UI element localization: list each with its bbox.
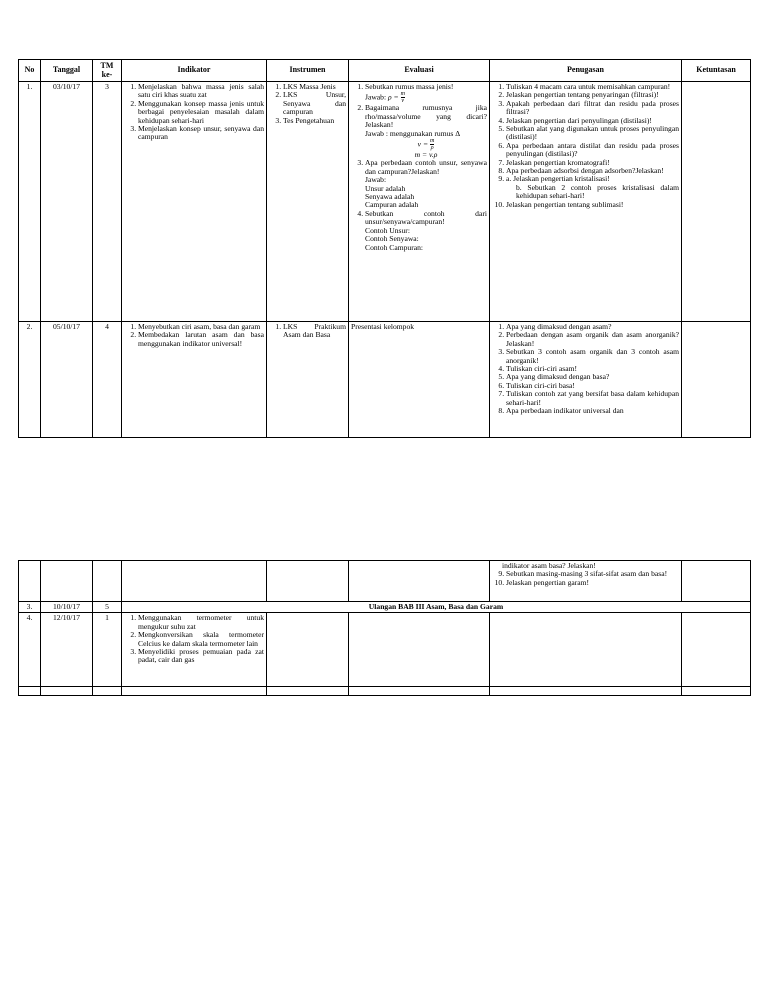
list-item: 2. Menggunakan konsep massa jenis untuk berbagai penyelesaian masalah dalam kehidupan sehari-hari (138, 100, 264, 125)
schedule-table-part-2 (18, 560, 751, 696)
list-item (365, 104, 487, 159)
penugasan-9a: a. Jelaskan pengertian kristalisasi! (506, 174, 610, 184)
eval-answer-line: Jawab: (365, 175, 387, 185)
header-ketuntasan: Ketuntasan (682, 60, 751, 82)
penugasan-continued: indikator asam basa? Jelaskan! (502, 561, 596, 570)
row1-instrumen (267, 82, 349, 322)
row4-indikator (122, 613, 267, 687)
list-item: 10. Jelaskan pengertian tentang sublimasi! (506, 201, 679, 209)
row3-tm: 5 (93, 602, 122, 613)
list-item: 1. Menyebutkan ciri asam, basa dan garam (138, 323, 264, 331)
eval-answer-line: Senyawa adalah (365, 192, 415, 202)
eval-question: Sebutkan contoh dari unsur/senyawa/campuran! (365, 208, 487, 227)
list-item: 3. Apakah perbedaan dari filtrat dan residu pada proses filtrasi? (506, 100, 679, 117)
table-row (19, 602, 751, 613)
list-item: 1. LKS Praktikum Asam dan Basa (283, 323, 346, 340)
formula-denominator: ρ (430, 145, 434, 152)
table-header-row (19, 60, 751, 82)
header-evaluasi: Evaluasi (349, 60, 490, 82)
list-item: 5. Apa yang dimaksud dengan basa? (506, 373, 679, 381)
row1-penugasan (490, 82, 682, 322)
row2-indikator (122, 322, 267, 438)
eval-question: Apa perbedaan contoh unsur, senyawa dan campuran?Jelaskan! (365, 158, 487, 176)
list-item: 6. Tuliskan ciri-ciri basa! (506, 382, 679, 390)
header-indikator: Indikator (122, 60, 267, 82)
list-item: 10. Jelaskan pengertian garam! (506, 579, 679, 587)
row2-tm: 4 (93, 322, 122, 438)
row3-merged: Ulangan BAB III Asam, Basa dan Garam (122, 602, 751, 613)
row1-tm: 3 (93, 82, 122, 322)
list-item: 9. Sebutkan masing-masing 3 sifat-sifat asam dan basa! (506, 570, 679, 578)
eval-answer-line: Unsur adalah (365, 183, 406, 193)
row4-tm: 1 (93, 613, 122, 687)
list-item: 4. Tuliskan ciri-ciri asam! (506, 365, 679, 373)
eval-answer-line: Contoh Senyawa: (365, 234, 419, 244)
row1-tanggal: 03/10/17 (41, 82, 93, 322)
table-row (19, 82, 751, 322)
row4-tanggal: 12/10/17 (41, 613, 93, 687)
list-item: 3. Menjelaskan konsep unsur, senyawa dan campuran (138, 125, 264, 142)
schedule-table-part-1 (18, 59, 751, 438)
eval-answer-line: Contoh Campuran: (365, 242, 424, 252)
cont-penugasan (490, 561, 682, 602)
list-item (365, 210, 487, 252)
header-instrumen: Instrumen (267, 60, 349, 82)
eval-answer-line: Contoh Unsur: (365, 225, 410, 235)
list-item: 2. Membedakan larutan asam dan basa menggunakan indikator universal! (138, 331, 264, 348)
list-item: 8. Apa perbedaan adsorbsi dengan adsorben?Jelaskan! (506, 167, 679, 175)
list-item: 5. Sebutkan alat yang digunakan untuk proses penyulingan (distilasi)! (506, 125, 679, 142)
list-item: 4. Jelaskan pengertian dari penyulingan (distilasi)! (506, 117, 679, 125)
list-item: 2. Perbedaan dengan asam organik dan asam anorganik?Jelaskan! (506, 331, 679, 348)
list-item: 7. Tuliskan contoh zat yang bersifat basa dalam kehidupan sehari-hari! (506, 390, 679, 407)
table-row (19, 613, 751, 687)
row1-evaluasi (349, 82, 490, 322)
list-item: 1. Menjelaskan bahwa massa jenis salah satu ciri khas suatu zat (138, 83, 264, 100)
eval-answer: Jawab : menggunakan rumus Δ (365, 128, 461, 138)
list-item: 2. LKS Unsur, Senyawa dan campuran (283, 91, 346, 116)
list-item: 2. Mengkonversikan skala termometer Celcius ke dalam skala termometer lain (138, 631, 264, 648)
row2-tanggal: 05/10/17 (41, 322, 93, 438)
formula-lhs: v = (417, 139, 429, 149)
row2-instrumen (267, 322, 349, 438)
table-row (19, 322, 751, 438)
formula: m = v.ρ (414, 150, 438, 160)
eval-answer-label: Jawab: (365, 92, 387, 102)
header-tanggal: Tanggal (41, 60, 93, 82)
list-item: 6. Apa perbedaan antara distilat dan residu pada proses penyulingan (distilasi)? (506, 142, 679, 159)
formula-denominator: v (401, 98, 405, 105)
list-item: 3. Sebutkan 3 contoh asam organik dan 3 contoh asam anorganik! (506, 348, 679, 365)
row4-no: 4. (19, 613, 41, 687)
header-penugasan: Penugasan (490, 60, 682, 82)
formula-lhs: ρ = (388, 92, 399, 102)
eval-question: Sebutkan rumus massa jenis! (365, 82, 454, 91)
list-item (365, 83, 487, 104)
penugasan-9b: b. Sebutkan 2 contoh proses kristalisasi dalam kehidupan sehari-hari! (516, 182, 679, 201)
formula-numerator: m (400, 91, 405, 98)
list-item (365, 159, 487, 209)
row2-no: 2. (19, 322, 41, 438)
table-row (19, 561, 751, 602)
row3-tanggal: 10/10/17 (41, 602, 93, 613)
row2-ketuntasan (682, 322, 751, 438)
list-item: 1. Menggunakan termometer untuk mengukur suhu zat (138, 614, 264, 631)
list-item: 1. Tuliskan 4 macam cara untuk memisahkan campuran! (506, 83, 679, 91)
eval-question: Bagaimana rumusnya jika rho/massa/volume yang dicari?Jelaskan! (365, 103, 487, 130)
row2-penugasan (490, 322, 682, 438)
list-item: 2. Jelaskan pengertian tentang penyaringan (filtrasi)! (506, 91, 679, 99)
header-no: No (19, 60, 41, 82)
list-item: 7. Jelaskan pengertian kromatografi! (506, 159, 679, 167)
row2-evaluasi: Presentasi kelompok (349, 322, 490, 438)
row3-no: 3. (19, 602, 41, 613)
list-item: 3. Menyelidiki proses pemuaian pada zat padat, cair dan gas (138, 648, 264, 665)
list-item: 3. Tes Pengetahuan (283, 117, 346, 125)
table-row (19, 687, 751, 696)
formula-numerator: m (429, 138, 435, 145)
row1-indikator (122, 82, 267, 322)
list-item (506, 175, 679, 200)
list-item: 1. LKS Massa Jenis (283, 83, 346, 91)
row1-ketuntasan (682, 82, 751, 322)
header-tm: TM ke- (93, 60, 122, 82)
row1-no: 1. (19, 82, 41, 322)
list-item: 8. Apa perbedaan indikator universal dan (506, 407, 679, 415)
list-item: 1. Apa yang dimaksud dengan asam? (506, 323, 679, 331)
eval-answer-line: Campuran adalah (365, 200, 419, 210)
